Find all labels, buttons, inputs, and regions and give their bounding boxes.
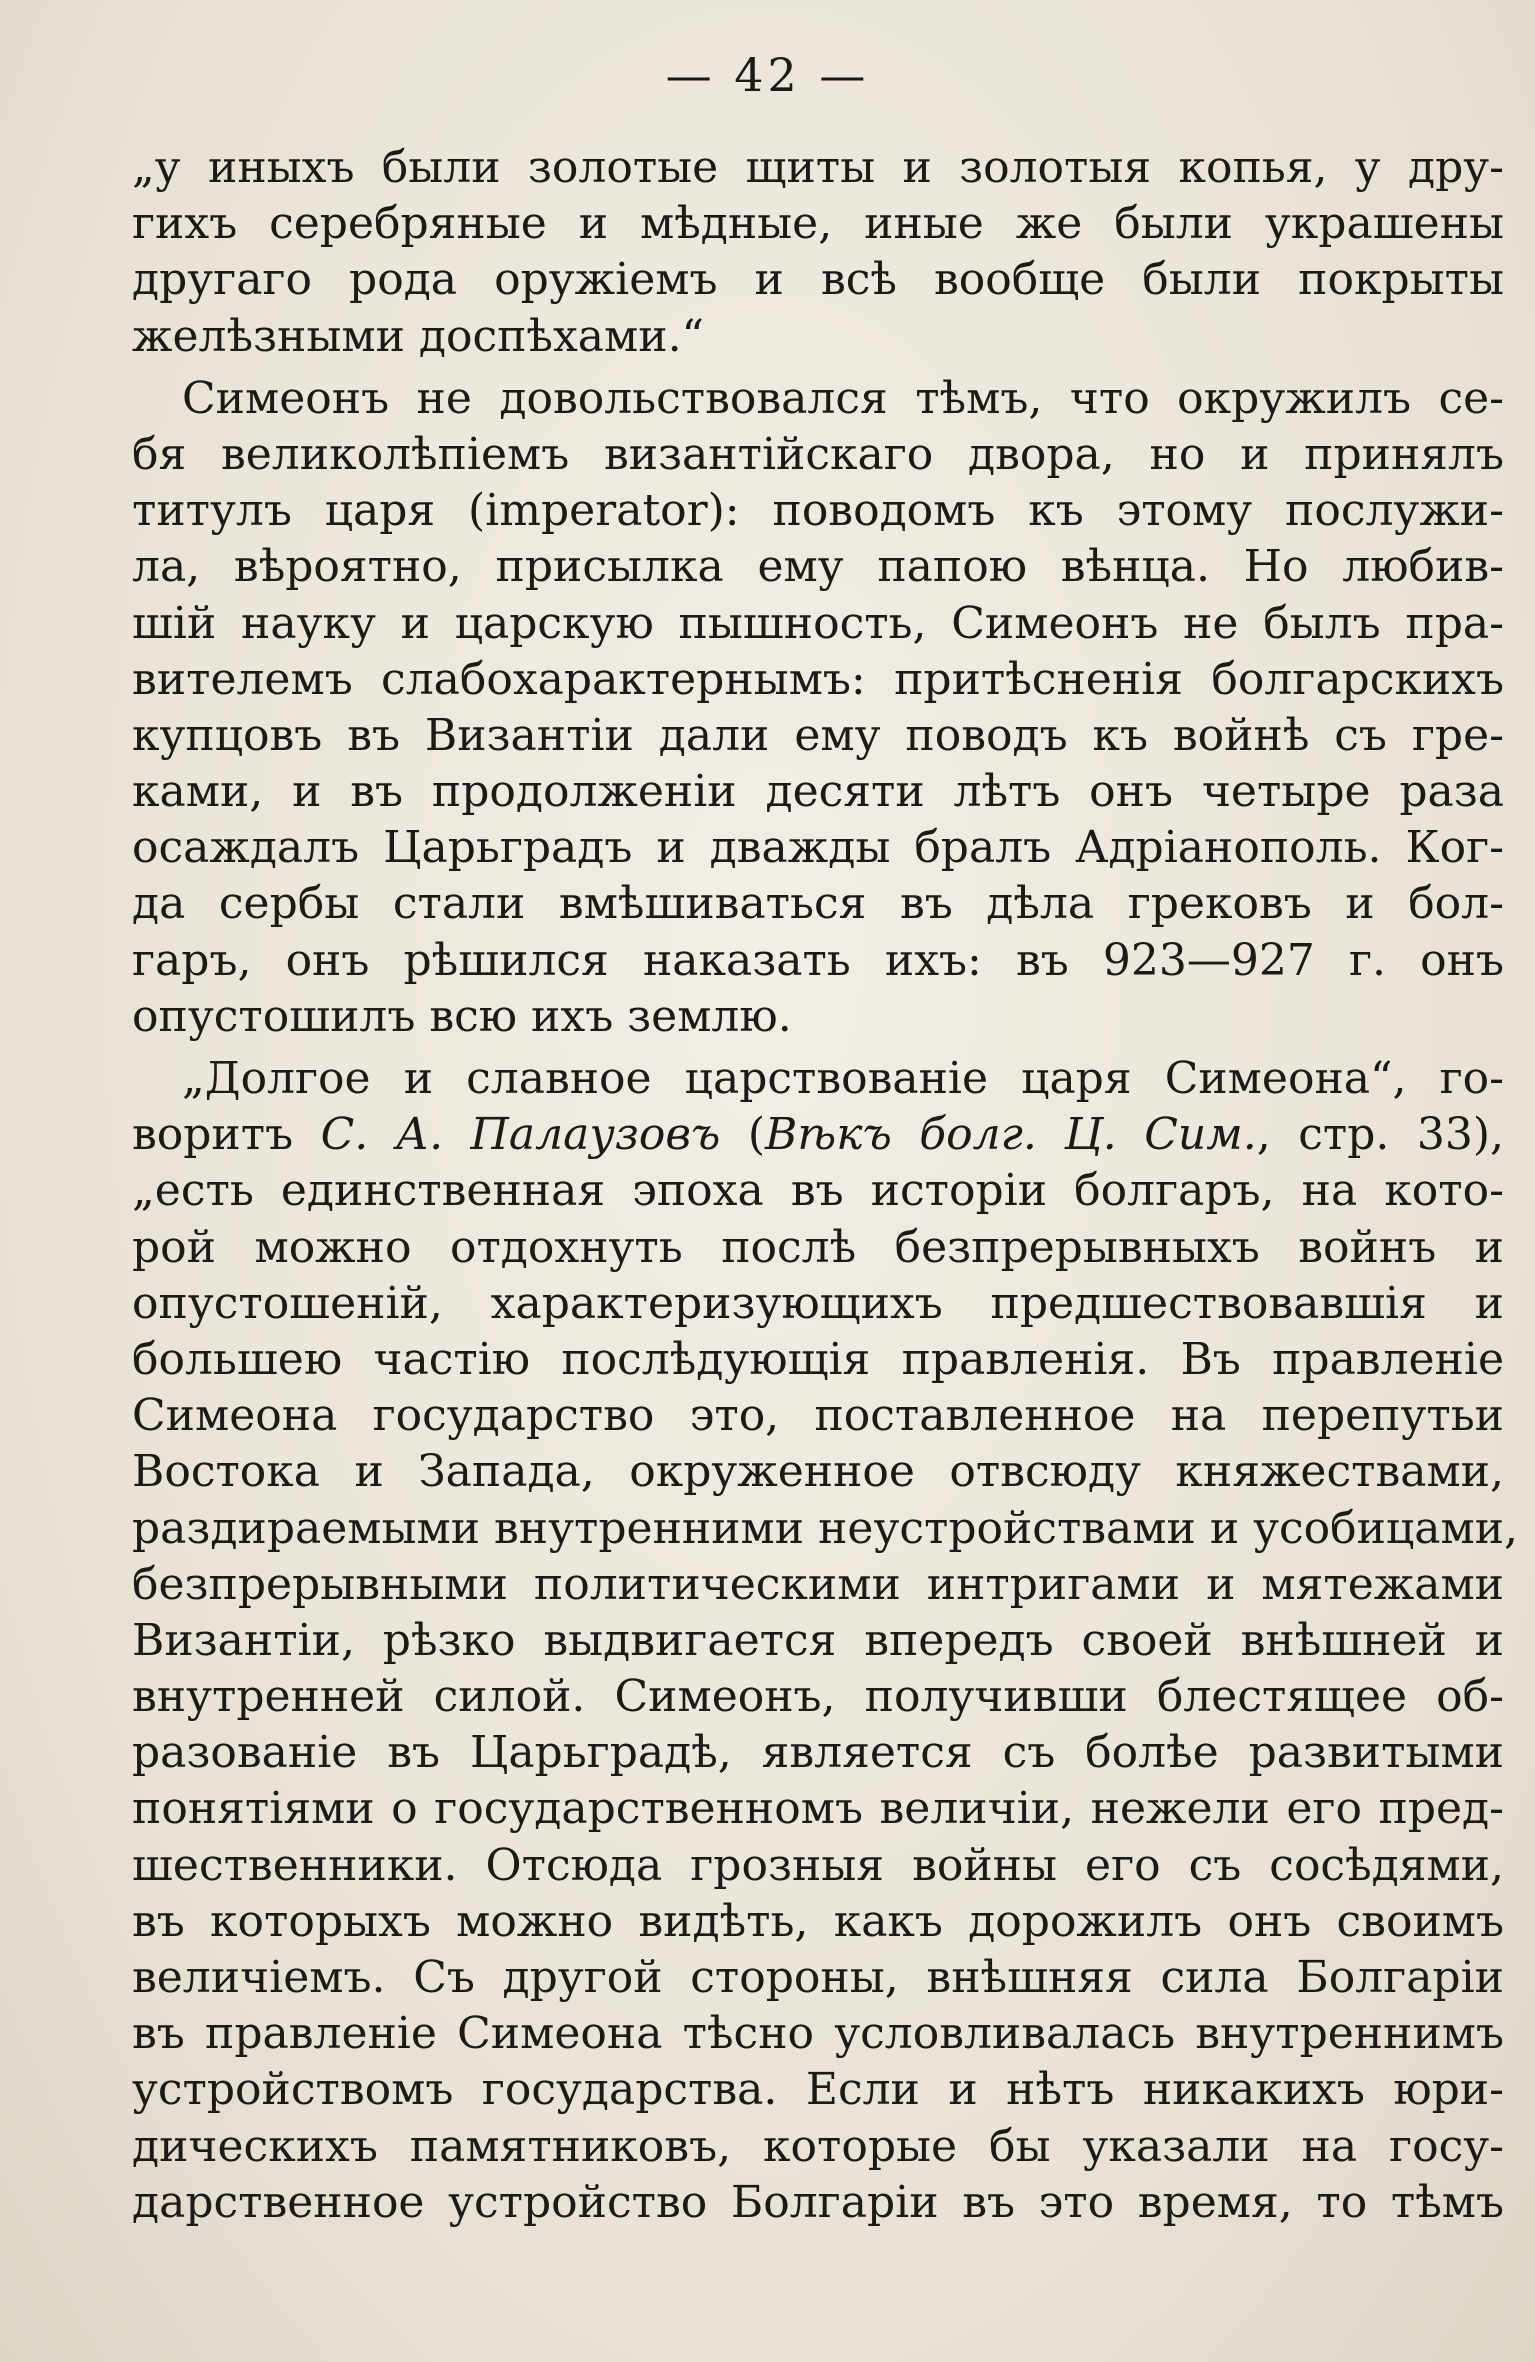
text-line: большею частію послѣдующія правленія. Въ правленіе [132, 1333, 1504, 1385]
text-line: Симеонъ не довольствовался тѣмъ, что окружилъ се- [182, 372, 1504, 424]
text-line: дическихъ памятниковъ, которые бы указали на госу- [132, 2120, 1504, 2172]
text-line: вителемъ слабохарактернымъ: притѣсненія болгарскихъ [132, 653, 1504, 705]
paragraph-3 [132, 1051, 1519, 2231]
text-line: гаръ, онъ рѣшился наказать ихъ: въ 923—927 г. онъ [132, 934, 1504, 986]
text-line: купцовъ въ Византіи дали ему поводъ къ войнѣ съ гре- [132, 709, 1504, 761]
text-line: внутренней силой. Симеонъ, получивши блестящее об- [132, 1671, 1504, 1723]
text-line: разованіе въ Царьградѣ, является съ болѣе развитыми [132, 1727, 1504, 1779]
text-line: „Долгое и славное царствованіе царя Симеона“, го- [182, 1053, 1504, 1104]
text-line: титулъ царя (imperator): поводомъ къ этому послужи- [132, 485, 1504, 537]
text-line: дарственное устройство Болгаріи въ это время, то тѣмъ [132, 2176, 1504, 2228]
citation-after: , стр. 33), [1256, 1109, 1504, 1161]
text-line: въ правленіе Симеона тѣсно условливалась внутреннимъ [132, 2008, 1504, 2060]
citation-line [132, 1107, 1504, 1163]
text-line: понятіями о государственномъ величіи, нежели его пред- [132, 1783, 1504, 1835]
paragraph-2 [132, 371, 1504, 1045]
text-line: Византіи, рѣзко выдвигается впередъ своей внѣшней и [132, 1614, 1504, 1666]
text-line: рой можно отдохнуть послѣ безпрерывныхъ войнъ и [132, 1221, 1504, 1273]
text-line: да сербы стали вмѣшиваться въ дѣла грековъ и бол- [132, 878, 1504, 930]
citation-title: Вѣкъ болг. Ц. Сим. [765, 1109, 1257, 1161]
citation-before: воритъ [132, 1109, 321, 1161]
text-line: безпрерывными политическими интригами и мятежами [132, 1558, 1504, 1610]
citation-author: С. А. Палаузовъ [320, 1109, 721, 1161]
text-line: шій науку и царскую пышность, Симеонъ не былъ пра- [132, 597, 1504, 649]
page-number: — 42 — [665, 48, 870, 102]
text-line: Востока и Запада, окруженное отвсюду княжествами, [132, 1446, 1504, 1498]
text-line: гихъ серебряные и мѣдные, иные же были украшены [132, 198, 1504, 250]
text-line: „есть единственная эпоха въ исторіи болгаръ, на кото- [132, 1165, 1504, 1217]
body-text [132, 140, 1519, 2231]
text-line: желѣзными доспѣхами.“ [132, 310, 705, 362]
text-line: въ которыхъ можно видѣть, какъ дорожилъ онъ своимъ [132, 1895, 1504, 1947]
text-line: другаго рода оружіемъ и всѣ вообще были покрыты [132, 254, 1504, 306]
text-line: „у иныхъ были золотые щиты и золотыя копья, у дру- [132, 142, 1504, 193]
text-line: осаждалъ Царьградъ и дважды бралъ Адріанополь. Ког- [132, 822, 1504, 874]
citation-paren: ( [720, 1109, 766, 1161]
text-line: раздираемыми внутренними неустройствами и усобицами, [132, 1502, 1519, 1554]
text-line: устройствомъ государства. Если и нѣтъ никакихъ юри- [132, 2064, 1504, 2116]
text-line: ками, и въ продолженіи десяти лѣтъ онъ четыре раза [132, 766, 1504, 818]
text-line: Симеона государство это, поставленное на перепутьи [132, 1390, 1504, 1442]
text-line: ла, вѣроятно, присылка ему папою вѣнца. Но любив- [132, 541, 1504, 593]
text-line: опустошеній, характеризующихъ предшествовавшія и [132, 1277, 1504, 1329]
text-line: бя великолѣпіемъ византійскаго двора, но и принялъ [132, 428, 1504, 480]
paragraph-1 [132, 140, 1504, 365]
text-line: опустошилъ всю ихъ землю. [132, 990, 792, 1042]
text-line: шественники. Отсюда грозныя войны его съ сосѣдями, [132, 1839, 1504, 1891]
text-line: величіемъ. Съ другой стороны, внѣшняя сила Болгаріи [132, 1952, 1504, 2003]
